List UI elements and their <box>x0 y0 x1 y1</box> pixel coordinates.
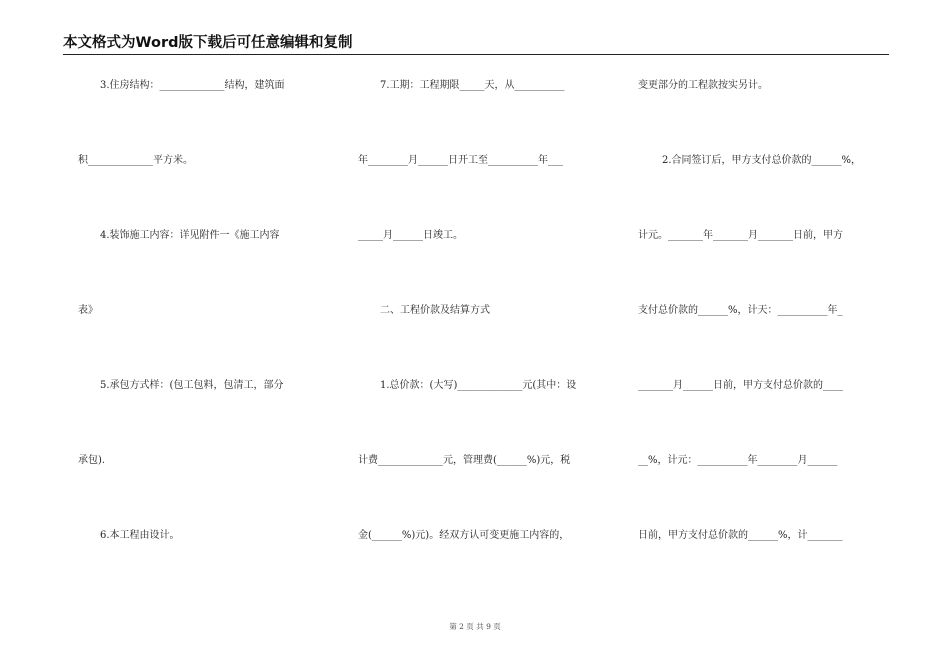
column-3 <box>638 0 893 672</box>
text-line: 金(______%)元)。经双方认可变更施工内容的， <box>358 530 570 541</box>
text-line: _____月______日竣工。 <box>358 230 463 241</box>
text-line: 5.承包方式样：(包工包料，包清工，部分 <box>100 380 284 391</box>
text-line: 日前，甲方支付总价款的______%，计_______ <box>638 530 843 541</box>
text-line: 计费_____________元，管理费(______%)元，税 <box>358 455 571 466</box>
text-line: 1.总价款：(大写)_____________元(其中：设 <box>380 380 577 391</box>
column-2 <box>358 0 608 672</box>
text-line: 3.住房结构：_____________结构，建筑面 <box>100 80 285 91</box>
text-line: 计元。_______年_______月_______日前，甲方 <box>638 230 843 241</box>
text-line: 表》 <box>78 305 98 316</box>
text-line: 积_____________平方米。 <box>78 155 193 166</box>
text-line: 6.本工程由设计。 <box>100 530 180 541</box>
column-1 <box>78 0 318 672</box>
text-line: 7.工期：工程期限_____天，从__________ <box>380 80 565 91</box>
text-line: _______月______日前，甲方支付总价款的____ <box>638 380 843 391</box>
text-line: 4.装饰施工内容：详见附件一《施工内容 <box>100 230 280 241</box>
text-line: 支付总价款的______%，计天：__________年_ <box>638 305 843 316</box>
text-line: 承包). <box>78 455 106 466</box>
section-heading: 二、工程价款及结算方式 <box>380 305 490 316</box>
text-line: 变更部分的工程款按实另计。 <box>638 80 768 91</box>
text-line: 年________月______日开工至__________年___ <box>358 155 563 166</box>
header-title: 本文格式为Word版下载后可任意编辑和复制 <box>63 35 353 51</box>
text-line: __%，计元：__________年________月______ <box>638 455 838 466</box>
page-footer: 第 2 页 共 9 页 <box>449 622 501 631</box>
text-line: 2.合同签订后，甲方支付总价款的______%， <box>662 155 862 166</box>
